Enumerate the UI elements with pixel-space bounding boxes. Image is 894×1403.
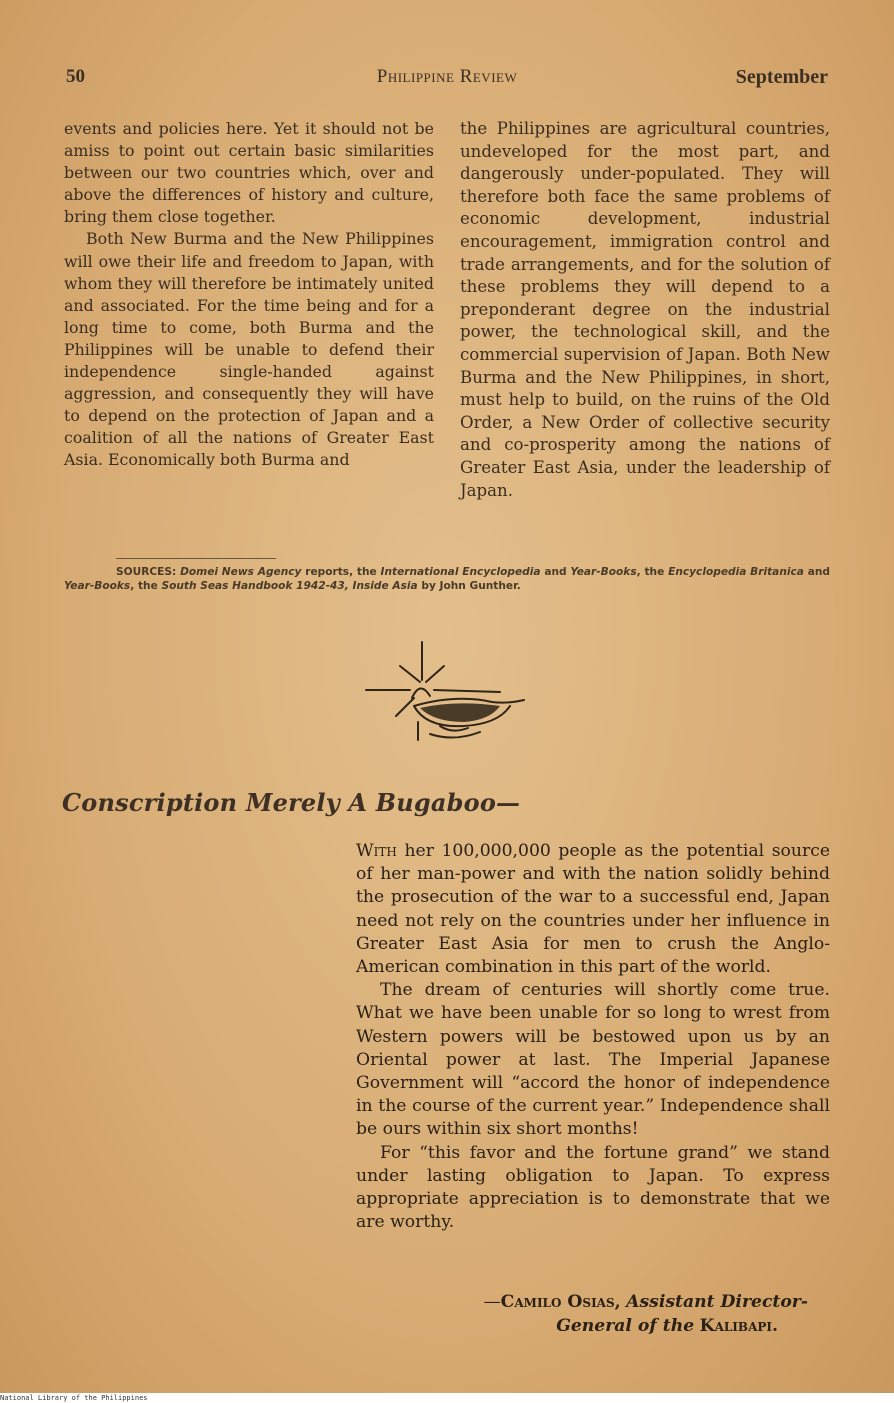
- author-org: Kalibapi.: [699, 1315, 778, 1336]
- source-3: Year-Books: [570, 566, 637, 578]
- source-6: South Seas Handbook 1942-43, Inside Asia: [161, 579, 418, 592]
- byline: —Camilo Osias, Assistant Director- General of the Kalibapi.: [483, 1292, 808, 1336]
- article-title: Conscription Merely A Bugaboo—: [62, 788, 521, 817]
- source-1: Domei News Agency: [180, 566, 302, 578]
- author-title-2: General of the: [556, 1315, 695, 1336]
- article-paragraph-2: The dream of centuries will shortly come true. What we have been unable for so long to wrest from Western powers will be bestowed upon us by an Oriental power at last. The Imperial Japanese Government will “accord the honor of independence in the course of the current year.” Independence shall be ours within six short months!: [356, 980, 830, 1140]
- sources-rule: [116, 558, 276, 559]
- journal-title: Philippine Review: [376, 66, 518, 87]
- drop-lead: With: [356, 841, 397, 861]
- sources-label: SOURCES:: [116, 566, 177, 578]
- library-credit: National Library of the Philippines: [0, 1394, 148, 1402]
- article-paragraph-1: With her 100,000,000 people as the potential source of her man-power and with the nation solidly behind the prosecution of the war to a successful end, Japan need not rely on the countries under her influence in Greater East Asia for men to crush the Anglo-American combination in this part of the world.: [356, 841, 830, 978]
- article-paragraph-3: For “this favor and the fortune grand” we stand under lasting obligation to Japan. To express appropriate appreciation is to demonstrate that we are worthy.: [356, 1142, 830, 1233]
- source-4: Encyclopedia Britanica: [668, 566, 804, 578]
- article-body: [356, 840, 830, 1234]
- oil-lamp-icon: [360, 636, 534, 746]
- left-paragraph-1: events and policies here. Yet it should not be amiss to point out certain basic similarities between our two countries which, over and above the differences of history and culture, bring them close together.: [64, 119, 434, 227]
- author-title-1: Assistant Director-: [626, 1292, 808, 1312]
- source-5: Year-Books: [64, 579, 131, 592]
- left-paragraph-2: Both New Burma and the New Philippines will owe their life and freedom to Japan, with whom they will therefore be intimately united and associated. For the time being and for a long time to come, both Burma and the Philippines will be unable to defend their independence single-handed against aggression, and consequently they will have to depend on the protection of Japan and a coalition of all the nations of Greater East Asia. Economically both Burma and: [64, 229, 434, 470]
- right-paragraph-1: the Philippines are agricultural countries, undeveloped for the most part, and dangerously under-populated. They will therefore both face the same problems of economic development, industrial encouragement, immigration control and trade arrangements, and for the solution of these problems they will depend to a preponderant degree on the industrial power, the technological skill, and the commercial supervision of Japan. Both New Burma and the New Philippines, in short, must help to build, on the ruins of the Old Order, a New Order of collective security and co-prosperity among the nations of Greater East Asia, under the leadership of Japan.: [460, 119, 830, 500]
- source-2: International Encyclopedia: [380, 566, 541, 578]
- left-column: [64, 118, 434, 472]
- right-column: [460, 118, 830, 502]
- author-name: Camilo Osias,: [500, 1292, 621, 1312]
- issue-month: September: [735, 66, 828, 88]
- page-number: 50: [66, 66, 85, 87]
- sources-note: SOURCES: Domei News Agency reports, the International Encyclopedia and Year-Books, the Encyclopedia Britanica and Year-Books, the South Seas Handbook 1942-43, Inside Asia by John Gunther.: [64, 566, 830, 592]
